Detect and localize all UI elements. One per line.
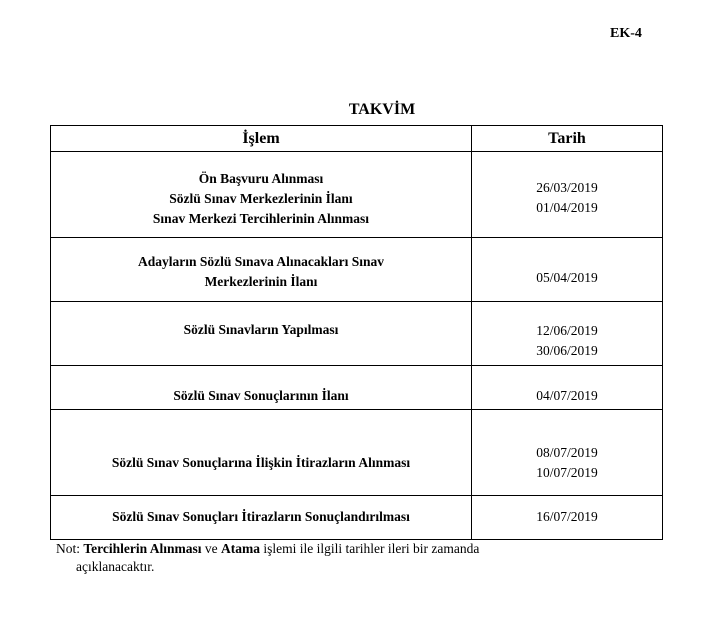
table-header-row xyxy=(51,126,663,152)
date-value: 04/07/2019 xyxy=(536,387,598,403)
note-rest: işlemi ile ilgili tarihler ileri bir zamanda xyxy=(260,541,480,556)
action-cell xyxy=(51,302,472,366)
action-cell xyxy=(51,238,472,302)
date-value: 05/04/2019 xyxy=(536,269,598,285)
page-title: TAKVİM xyxy=(348,101,416,118)
date-value: 12/06/2019 xyxy=(536,322,598,338)
action-cell xyxy=(51,152,472,238)
date-value: 16/07/2019 xyxy=(536,508,598,524)
table-row xyxy=(51,366,663,410)
date-value: 10/07/2019 xyxy=(536,464,598,480)
schedule-table xyxy=(50,125,663,540)
action-cell xyxy=(51,496,472,540)
action-line: Sözlü Sınavların Yapılması xyxy=(183,321,339,337)
date-cell xyxy=(472,152,663,238)
date-cell xyxy=(472,496,663,540)
action-line: Sözlü Sınav Merkezlerinin İlanı xyxy=(169,190,353,206)
date-value: 08/07/2019 xyxy=(536,444,598,460)
date-cell xyxy=(472,410,663,496)
action-line: Sözlü Sınav Sonuçlarına İlişkin İtirazların Alınması xyxy=(111,454,411,470)
table-row xyxy=(51,302,663,366)
note-bold-tercih: Tercihlerin Alınması xyxy=(83,541,202,556)
date-cell xyxy=(472,302,663,366)
table-row xyxy=(51,152,663,238)
note-prefix: Not: xyxy=(56,541,84,556)
note-line2: açıklanacaktır. xyxy=(76,559,155,574)
date-cell xyxy=(472,366,663,410)
note-bold-atama: Atama xyxy=(221,541,261,556)
header-tarih: Tarih xyxy=(472,126,663,152)
date-value: 30/06/2019 xyxy=(536,342,598,358)
note-mid: ve xyxy=(201,541,222,556)
action-line: Sözlü Sınav Sonuçlarının İlanı xyxy=(173,387,349,403)
date-cell xyxy=(472,238,663,302)
action-line: Adayların Sözlü Sınava Alınacakları Sınav xyxy=(137,253,385,269)
table-row xyxy=(51,238,663,302)
action-line: Ön Başvuru Alınması xyxy=(198,170,324,186)
table-row xyxy=(51,410,663,496)
date-value: 26/03/2019 xyxy=(536,179,598,195)
table-row xyxy=(51,496,663,540)
action-cell xyxy=(51,410,472,496)
action-cell xyxy=(51,366,472,410)
annex-code: EK-4 xyxy=(610,26,642,41)
action-line: Sınav Merkezi Tercihlerinin Alınması xyxy=(152,210,370,226)
date-value: 01/04/2019 xyxy=(536,199,598,215)
action-line: Sözlü Sınav Sonuçları İtirazların Sonuçlandırılması xyxy=(112,508,410,524)
action-line: Merkezlerinin İlanı xyxy=(204,273,318,289)
footnote xyxy=(56,540,616,576)
header-islem: İşlem xyxy=(51,126,472,152)
